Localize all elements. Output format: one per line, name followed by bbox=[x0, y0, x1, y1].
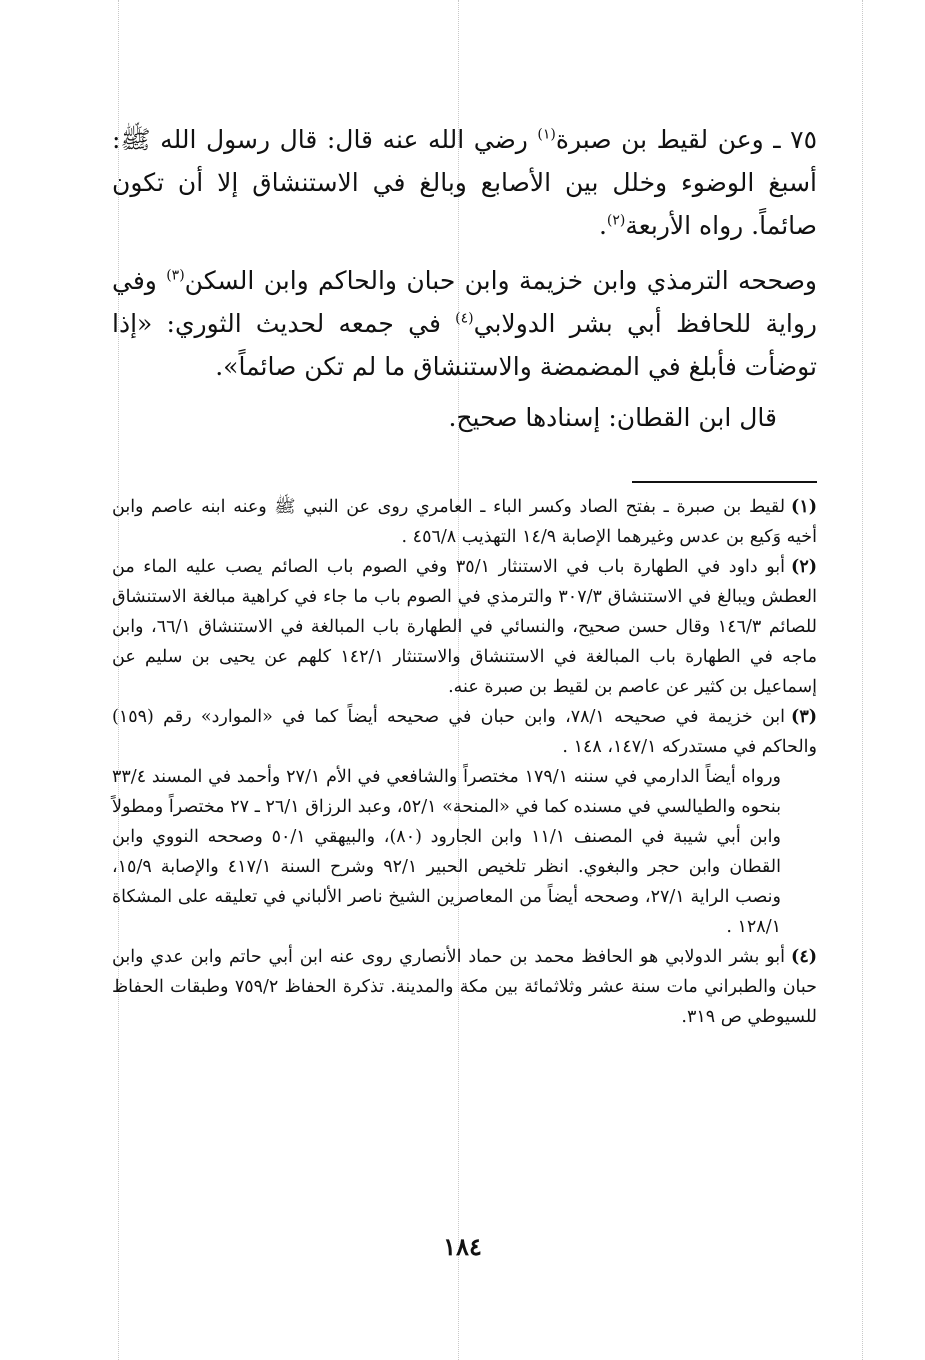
footnote-number: (٢) bbox=[791, 557, 818, 577]
footnote-1 bbox=[112, 492, 817, 552]
hadith-text-part: رضي الله عنه قال: قال رسول الله ﷺ: أسبغ الوضوء وخلل بين الأصابع وبالغ في الاستنشاق إلا أن تكون صائماً. رواه الأربعة bbox=[112, 125, 817, 240]
footnote-ref-1[interactable]: (١) bbox=[537, 126, 556, 143]
footnote-ref-3[interactable]: (٣) bbox=[166, 267, 185, 284]
main-text bbox=[112, 118, 817, 439]
authentication-paragraph bbox=[112, 259, 817, 388]
hadith-number: ٧٥ ـ bbox=[773, 125, 818, 154]
hadith-text-part: وعن لقيط بن صبرة bbox=[555, 125, 764, 154]
hadith-paragraph bbox=[112, 118, 817, 247]
page-number: ١٨٤ bbox=[443, 1232, 482, 1261]
footnote-text-continued: ورواه أيضاً الدارمي في سننه ١٧٩/١ مختصراً والشافعي في الأم ٢٧/١ وأحمد في المسند ٣٣/٤ بنحوه والطيالسي في مسنده كما في «المنحة» ٥٢/١، وعبد الرزاق ٢٦/١ ـ ٢٧ مختصراً ومطولاً وابن أبي شيبة في المصنف ١١/١ وابن الجارود (٨٠)، والبيهقي ٥٠/١ وصححه النووي وابن القطان وابن حجر والبغوي. انظر تلخيص الحبير ٩٢/١ وشرح السنة ٤١٧/١ والإصابة ١٥/٩، ونصب الراية ٢٧/١، وصححه أيضاً من المعاصرين الشيخ ناصر الألباني في تعليقه على المشكاة ١٢٨/١ . bbox=[112, 767, 782, 937]
footnote-text: ابن خزيمة في صحيحه ٧٨/١، وابن حبان في صحيحه أيضاً كما في «الموارد» رقم (١٥٩) والحاكم في مستدركه ١٤٧/١، ١٤٨ . bbox=[112, 707, 817, 757]
footnote-4 bbox=[112, 942, 817, 1032]
authentication-text-part: في جمعه لحديث الثوري: «إذا توضأت فأبلغ في المضمضة والاستنشاق ما لم تكن صائماً». bbox=[112, 309, 817, 381]
ibn-qattan-paragraph: قال ابن القطان: إسنادها صحيح. bbox=[448, 403, 777, 432]
hadith-text-part: . bbox=[598, 211, 607, 240]
footnote-number: (٤) bbox=[791, 947, 817, 967]
footnote-number: (١) bbox=[791, 497, 817, 517]
footnote-ref-2[interactable]: (٢) bbox=[606, 212, 626, 229]
footnote-text: أبو داود في الطهارة باب في الاستنثار ٣٥/١ وفي الصوم باب الصائم يصب عليه الماء من العطش ويبالغ في الاستنشاق ٣٠٧/٣ والترمذي في الصوم باب ما جاء في كراهية مبالغة الاستنشاق للصائم ١٤٦/٣ وقال حسن صحيح، والنسائي في الطهارة باب المبالغة في الاستنشاق ٦٦/١، وابن ماجه في الطهارة باب المبالغة في الاستنشاق والاستنثار ١٤٢/١ كلهم عن يحيى بن سليم عن إسماعيل بن كثير عن عاصم بن لقيط بن صبرة عنه. bbox=[112, 557, 817, 697]
footnote-2 bbox=[112, 552, 817, 702]
footnote-text: لقيط بن صبرة ـ بفتح الصاد وكسر الباء ـ العامري روى عن النبي ﷺ وعنه ابنه عاصم وابن أخيه وَكيع بن عدس وغيرهما الإصابة ١٤/٩ التهذيب ٤٥٦/٨ . bbox=[112, 497, 817, 547]
authentication-text-part: وصححه الترمذي وابن خزيمة وابن حبان والحاكم وابن السكن bbox=[184, 266, 817, 295]
footnote-number: (٣) bbox=[791, 707, 818, 727]
footnotes bbox=[112, 492, 817, 1032]
footnote-ref-4[interactable]: (٤) bbox=[455, 310, 474, 327]
footnote-3 bbox=[112, 702, 817, 942]
scan-artifact-line bbox=[862, 0, 863, 1360]
footnote-text: أبو بشر الدولابي هو الحافظ محمد بن حماد الأنصاري روى عنه ابن أبي حاتم وابن عدي وابن حبان والطبراني مات سنة عشر وثلاثمائة بين مكة والمدينة. تذكرة الحفاظ ٧٥٩/٢ وطبقات الحفاظ للسيوطي ص ٣١٩. bbox=[112, 947, 817, 1027]
footnote-separator bbox=[632, 481, 817, 483]
authentication-text-part: وفي رواية للحافظ أبي بشر الدولابي bbox=[112, 266, 817, 338]
